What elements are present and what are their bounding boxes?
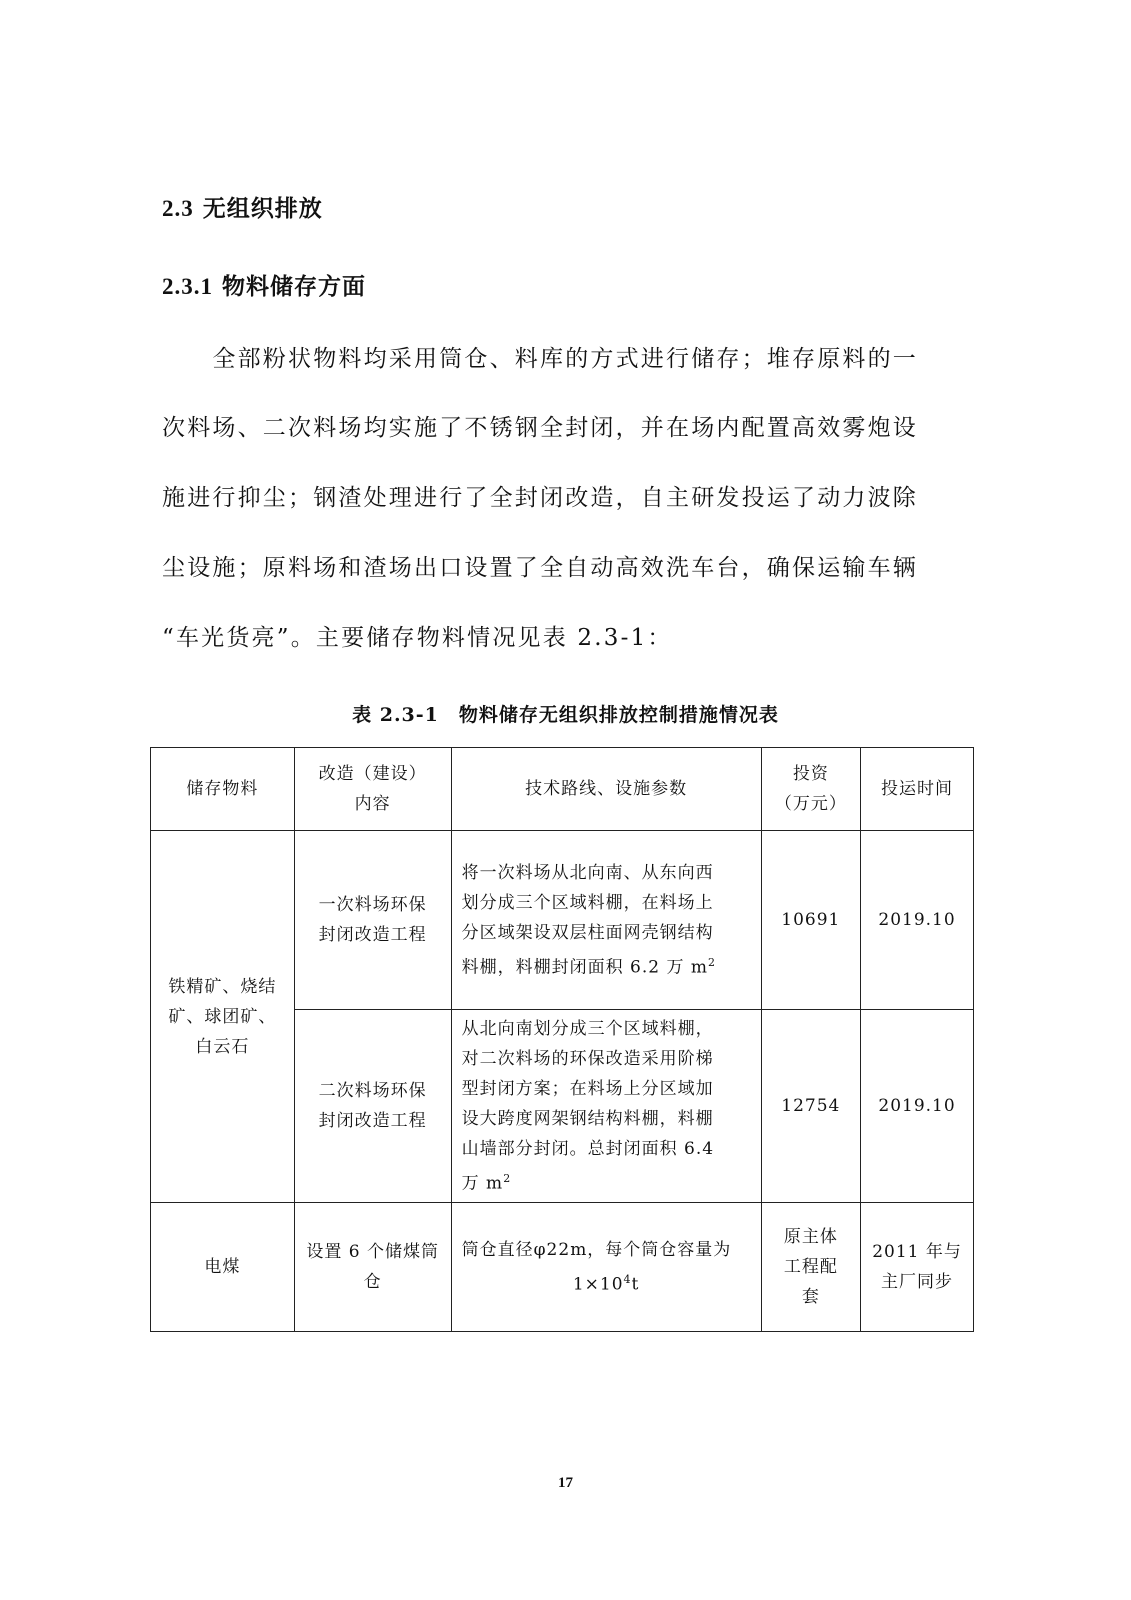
- header-tech: 技术路线、设施参数: [451, 748, 761, 831]
- emission-control-table: [150, 747, 974, 1332]
- cell-tech-secondary-yard: 从北向南划分成三个区域料棚， 对二次料场的环保改造采用阶梯 型封闭方案；在料场上分区域加 设大跨度网架钢结构料棚，料棚 山墙部分封闭。总封闭面积 6.4 万 $m^2$: [451, 1010, 761, 1203]
- cell-content-coal-silo: 设置 6 个储煤筒 仓: [294, 1203, 451, 1332]
- cell-content-primary-yard: 一次料场环保 封闭改造工程: [294, 831, 451, 1010]
- cell-material-coal: 电煤: [151, 1203, 295, 1332]
- cell-tech-primary-yard: 将一次料场从北向南、从东向西 划分成三个区域料棚，在料场上 分区域架设双层柱面网壳钢结构 料棚，料棚封闭面积 6.2 万 $m^2$: [451, 831, 761, 1010]
- cell-invest-primary-yard: 10691: [761, 831, 861, 1010]
- cell-content-secondary-yard: 二次料场环保 封闭改造工程: [294, 1010, 451, 1203]
- paragraph-line: “车光货亮”。主要储存物料情况见表 2.3-1：: [162, 625, 673, 651]
- cell-invest-secondary-yard: 12754: [761, 1010, 861, 1203]
- cell-time-coal-silo: 2011 年与 主厂同步: [861, 1203, 974, 1332]
- cell-material-ore: 铁精矿、烧结 矿、球团矿、 白云石: [151, 831, 295, 1203]
- paragraph-line: 尘设施；原料场和渣场出口设置了全自动高效洗车台，确保运输车辆: [162, 555, 918, 581]
- section-number: 2.3: [162, 196, 194, 221]
- table-row: [151, 1203, 974, 1332]
- header-invest: 投资 （万元）: [761, 748, 861, 831]
- cell-tech-coal-silo: 筒仓直径φ22m，每个筒仓容量为 $1\times 10^4t$: [451, 1203, 761, 1332]
- table-header-row: [151, 748, 974, 831]
- paragraph-line: 全部粉状物料均采用筒仓、料库的方式进行储存；堆存原料的一: [162, 346, 918, 372]
- section-title: 无组织排放: [202, 195, 323, 222]
- cell-time-primary-yard: 2019.10: [861, 831, 974, 1010]
- page-number: 17: [558, 1475, 573, 1491]
- subsection-title: 物料储存方面: [222, 273, 367, 300]
- table-row: [151, 831, 974, 1010]
- header-content: 改造（建设） 内容: [294, 748, 451, 831]
- header-time: 投运时间: [861, 748, 974, 831]
- subsection-heading: [162, 268, 366, 301]
- table-caption: 表 2.3-1 物料储存无组织排放控制措施情况表: [352, 704, 779, 726]
- paragraph-line: 施进行抑尘；钢渣处理进行了全封闭改造，自主研发投运了动力波除: [162, 485, 918, 511]
- subsection-number: 2.3.1: [162, 274, 213, 299]
- paragraph-line: 次料场、二次料场均实施了不锈钢全封闭，并在场内配置高效雾炮设: [162, 415, 918, 441]
- header-material: 储存物料: [151, 748, 295, 831]
- section-heading: [162, 190, 323, 223]
- cell-time-secondary-yard: 2019.10: [861, 1010, 974, 1203]
- cell-invest-coal-silo: 原主体 工程配 套: [761, 1203, 861, 1332]
